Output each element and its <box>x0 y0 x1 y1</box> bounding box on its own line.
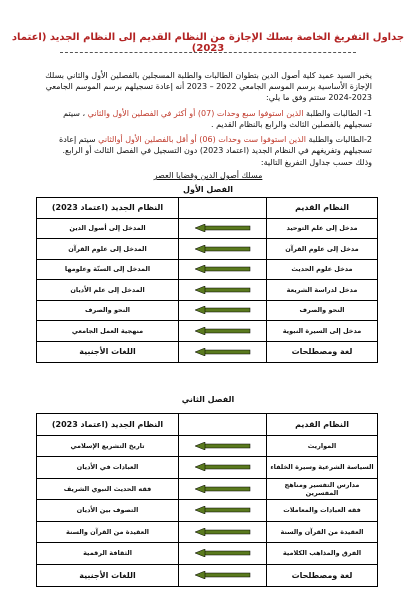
rule-two-paragraph <box>40 134 372 156</box>
table-row <box>37 457 377 479</box>
arrow-left-icon <box>195 327 251 335</box>
arrow-cell <box>178 436 266 457</box>
rule-one-paragraph <box>40 108 372 130</box>
page-title: جداول التفريغ الخاصة بسلك الإجازة من النظام القديم إلى النظام الجديد (اعتماد 2023) <box>11 32 405 54</box>
program-title: مسلك أصول الدين وقضايا العصر <box>153 171 263 180</box>
old-module-cell: فقه العبادات والمعاملات <box>266 500 377 521</box>
tables-intro: وذلك حسب جداول التفريغ التالية: <box>260 158 372 167</box>
divider <box>60 52 356 53</box>
semester-one-title: الفصل الأول <box>183 185 233 194</box>
table-row <box>37 565 377 587</box>
arrow-left-icon <box>195 306 251 314</box>
old-module-cell: السياسة الشرعية وسيرة الخلفاء <box>266 457 377 478</box>
old-module-cell: مدخل إلى السيرة النبوية <box>266 321 377 341</box>
new-module-cell: النحو والصرف <box>84 306 131 315</box>
old-system-header: النظام القديم <box>266 198 377 218</box>
old-module-cell: الفرق والمذاهب الكلامية <box>266 543 377 564</box>
arrow-cell <box>178 239 266 259</box>
old-module-cell: لغة ومصطلحات <box>266 342 377 363</box>
arrow-left-icon <box>195 506 251 514</box>
old-module-cell: مدارس التفسير ومناهج المفسرين <box>266 479 377 500</box>
rule-two-tail: سيتم إعادة تسجيلهم وتفريغهم في النظام الجديد (اعتماد 2023) دون التسجيل في الفصل الثالث أو الرابع. <box>59 135 372 155</box>
table-header-row <box>37 414 377 436</box>
old-module-cell: النحو والصرف <box>266 301 377 321</box>
new-module-cell: اللغات الأجنبية <box>79 347 136 357</box>
table-row <box>37 500 377 522</box>
arrow-cell <box>178 321 266 341</box>
arrow-column-header <box>178 414 266 435</box>
new-module-cell: التصوف بين الأديان <box>76 506 139 515</box>
arrow-cell <box>178 500 266 521</box>
arrow-left-icon <box>195 463 251 471</box>
old-module-cell: المواريث <box>266 436 377 457</box>
table-row <box>37 219 377 240</box>
arrow-cell <box>178 342 266 363</box>
table-row <box>37 301 377 322</box>
old-module-cell: مدخل علوم الحديث <box>266 260 377 280</box>
new-module-cell: المدخل إلى السنّة وعلومها <box>64 265 151 274</box>
arrow-left-icon <box>195 224 251 232</box>
arrow-left-icon <box>195 485 251 493</box>
arrow-left-icon <box>195 442 251 450</box>
rule-two-highlight: الذين استوفوا ست وحدات (06) أو أقل بالفصلين الأول أوالثاني <box>98 135 307 144</box>
old-module-cell: العقيدة من القرآن والسنة <box>266 522 377 543</box>
arrow-column-header <box>178 198 266 218</box>
new-module-cell: فقه الحديث النبوي الشريف <box>63 484 152 493</box>
arrow-left-icon <box>195 549 251 557</box>
arrow-cell <box>178 260 266 280</box>
new-system-header: النظام الجديد (اعتماد 2023) <box>51 203 164 213</box>
old-module-cell: مدخل إلى علوم القرآن <box>266 239 377 259</box>
table-row <box>37 280 377 301</box>
arrow-left-icon <box>195 528 251 536</box>
new-module-cell: الثقافة الرقمية <box>83 549 132 558</box>
table-row <box>37 522 377 544</box>
rule-two-lead: 2-الطالبات والطلبة <box>306 135 372 144</box>
rule-one-lead: 1- الطالبات والطلبة <box>303 109 372 118</box>
new-module-cell: المدخل إلى علم الأديان <box>70 285 145 294</box>
arrow-cell <box>178 565 266 587</box>
arrow-cell <box>178 479 266 500</box>
arrow-cell <box>178 522 266 543</box>
rule-one-tail: ، سيتم تسجيلهم بالفصلين الثالث والرابع بالنظام القديم . <box>63 109 372 129</box>
old-module-cell: مدخل لدراسة الشريعة <box>266 280 377 300</box>
arrow-left-icon <box>195 348 251 356</box>
new-module-cell: المدخل إلى علوم القرآن <box>68 244 147 253</box>
table-header-row <box>37 198 377 219</box>
new-module-cell: المدخل إلى أصول الدين <box>69 224 146 233</box>
semester-two-table <box>36 413 378 587</box>
new-module-cell: تاريخ التشريع الإسلامي <box>70 441 145 450</box>
rule-one-highlight: الذين استوفوا سبع وحدات (07) أو أكثر في الفصلين الأول والثاني <box>87 109 304 118</box>
arrow-cell <box>178 219 266 239</box>
table-row <box>37 479 377 501</box>
new-module-cell: العقيدة من القرآن والسنة <box>66 527 150 536</box>
semester-two-title: الفصل الثاني <box>181 395 235 404</box>
new-module-cell: العبادات في الأديان <box>76 463 139 472</box>
arrow-cell <box>178 301 266 321</box>
table-row <box>37 260 377 281</box>
arrow-left-icon <box>195 245 251 253</box>
table-row <box>37 436 377 458</box>
table-row <box>37 321 377 342</box>
semester-one-table <box>36 197 378 363</box>
arrow-left-icon <box>195 571 251 579</box>
new-module-cell: منهجية العمل الجامعي <box>71 326 144 335</box>
old-module-cell: لغة ومصطلحات <box>266 565 377 587</box>
old-system-header: النظام القديم <box>266 414 377 435</box>
arrow-cell <box>178 543 266 564</box>
arrow-cell <box>178 280 266 300</box>
table-row <box>37 342 377 363</box>
table-row <box>37 239 377 260</box>
arrow-cell <box>178 457 266 478</box>
table-row <box>37 543 377 565</box>
new-module-cell: اللغات الأجنبية <box>79 570 136 580</box>
new-system-header: النظام الجديد (اعتماد 2023) <box>51 419 164 429</box>
old-module-cell: مدخل إلى علم التوحيد <box>266 219 377 239</box>
arrow-left-icon <box>195 265 251 273</box>
arrow-left-icon <box>195 286 251 294</box>
intro-paragraph: يخبر السيد عميد كلية أصول الدين بتطوان الطالبات والطلبة المسجلين بالفصلين الأول والثاني بسلك الإجازة الأساسية برسم الموسم الجامعي 2022 – 2023 أنه إعادة تسجيلهم برسم الموسم الجامعي 2023-2024 ستتم وفق ما يلي: <box>45 71 372 102</box>
